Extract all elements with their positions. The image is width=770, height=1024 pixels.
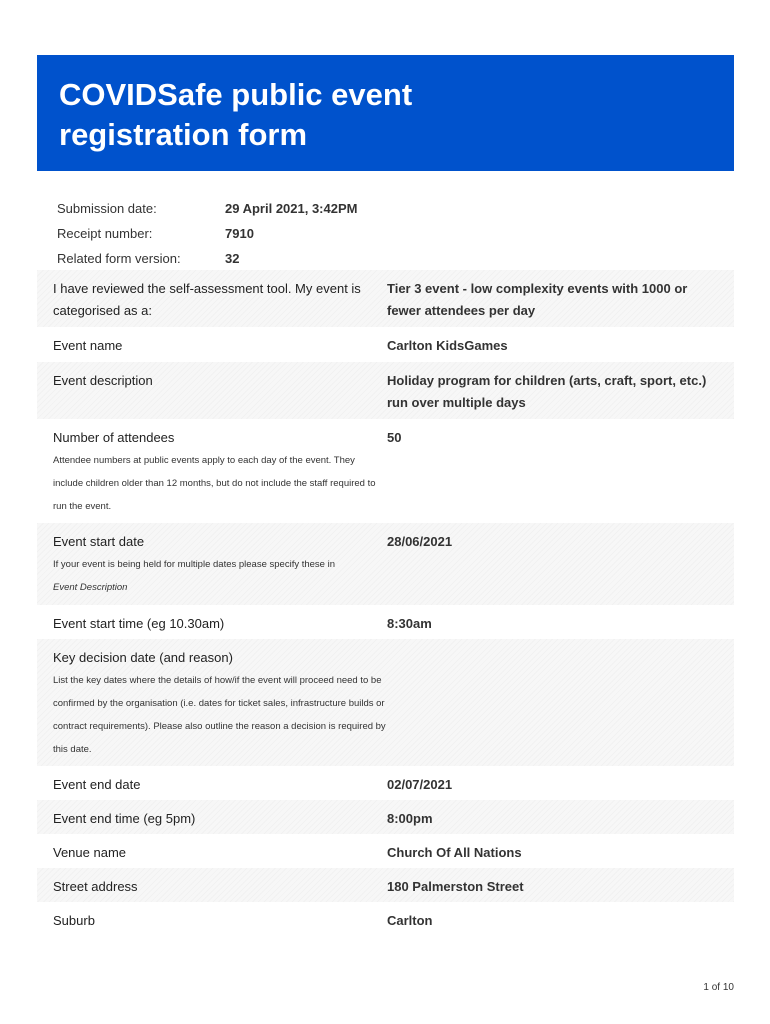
field-row-start-time	[37, 605, 734, 639]
field-label: Event description	[53, 373, 153, 388]
form-fields-table	[37, 270, 734, 936]
field-label: Key decision date (and reason)	[53, 650, 233, 665]
receipt-number-row	[57, 221, 357, 246]
field-row-attendees	[37, 419, 734, 523]
field-value: 180 Palmerston Street	[387, 879, 524, 894]
field-row-start-date	[37, 523, 734, 605]
field-label: Event start time (eg 10.30am)	[53, 616, 225, 631]
field-value: Carlton	[387, 913, 433, 928]
field-label: Street address	[53, 879, 138, 894]
submission-meta	[57, 196, 357, 271]
field-row-suburb	[37, 902, 734, 936]
field-label: Suburb	[53, 913, 95, 928]
submission-date-row	[57, 196, 357, 221]
field-value: 02/07/2021	[387, 777, 453, 792]
field-value: Carlton KidsGames	[387, 338, 508, 353]
field-label: Event end date	[53, 777, 141, 792]
field-help-text	[53, 553, 387, 599]
field-row-street-address	[37, 868, 734, 902]
field-label: Event end time (eg 5pm)	[53, 811, 196, 826]
field-label-block	[53, 647, 387, 758]
field-row-event-name	[37, 327, 734, 362]
field-value	[387, 647, 717, 758]
field-label-block	[53, 427, 387, 515]
field-help-main: If your event is being held for multiple dates please specify these in	[53, 559, 335, 570]
form-version-row	[57, 246, 357, 271]
field-help-text: List the key dates where the details of how/if the event will proceed need to be confirmed by the organisation (i.e. dates for ticket sales, infrastructure builds or contract requirements). Please also outline the reason a decision is required by this date.	[53, 675, 386, 755]
receipt-number-value: 7910	[225, 226, 254, 241]
field-row-key-decision-date	[37, 639, 734, 766]
field-label: I have reviewed the self-assessment tool. My event is categorised as a:	[53, 281, 361, 318]
field-help-italic: Event Description	[53, 582, 128, 593]
field-row-event-tier	[37, 270, 734, 327]
field-help-text: Attendee numbers at public events apply to each day of the event. They include children older than 12 months, but do not include the staff required to run the event.	[53, 455, 376, 512]
field-label: Event name	[53, 338, 123, 353]
form-version-label: Related form version:	[57, 251, 181, 266]
form-header-banner	[37, 55, 734, 171]
field-label: Venue name	[53, 845, 127, 860]
field-label: Event start date	[53, 534, 145, 549]
receipt-number-label: Receipt number:	[57, 226, 153, 241]
field-row-event-description	[37, 362, 734, 419]
field-row-end-time	[37, 800, 734, 834]
submission-date-value: 29 April 2021, 3:42PM	[225, 201, 358, 216]
field-row-venue-name	[37, 834, 734, 868]
field-row-end-date	[37, 766, 734, 800]
field-value: 8:30am	[387, 616, 432, 631]
field-label-block	[53, 531, 387, 597]
form-version-value: 32	[225, 251, 240, 266]
page-number: 1 of 10	[703, 982, 734, 993]
field-value: 50	[387, 430, 402, 445]
field-value: Holiday program for children (arts, craft, sport, etc.) run over multiple days	[387, 373, 707, 410]
field-value: 8:00pm	[387, 811, 433, 826]
form-title: COVIDSafe public event registration form	[59, 77, 413, 152]
field-value: Church Of All Nations	[387, 845, 522, 860]
field-value: 28/06/2021	[387, 534, 453, 549]
submission-date-label: Submission date:	[57, 201, 157, 216]
field-value: Tier 3 event - low complexity events with 1000 or fewer attendees per day	[387, 281, 688, 318]
field-label: Number of attendees	[53, 430, 175, 445]
